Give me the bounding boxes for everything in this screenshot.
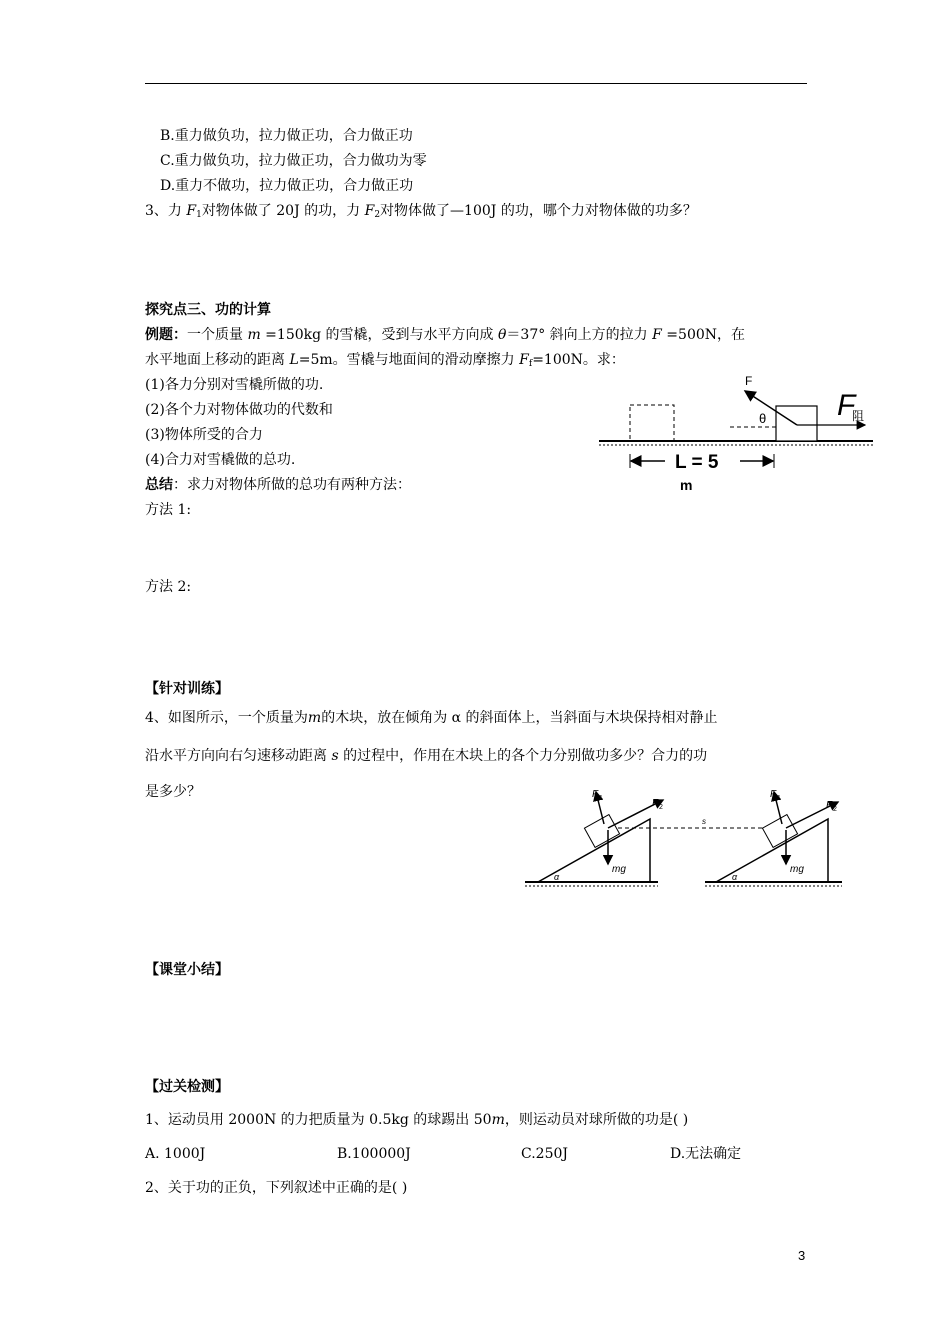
- option-b: B.重力做负功，拉力做正功，合力做正功: [160, 128, 413, 144]
- left-alpha-label: α: [554, 872, 560, 882]
- option-c: C.重力做负功，拉力做正功，合力做功为零: [160, 153, 427, 169]
- section-title: 探究点三、功的计算: [145, 302, 271, 318]
- right-f1-subscript: 1: [777, 795, 781, 802]
- right-mg-label: mg: [790, 864, 804, 875]
- sled-box: [776, 406, 817, 441]
- test-title: 【过关检测】: [145, 1079, 229, 1095]
- subquestion-3: (3)物体所受的合力: [145, 427, 263, 443]
- force-f-label: F: [745, 374, 753, 388]
- left-f2-label: F: [652, 798, 659, 809]
- subquestion-4: (4)合力对雪橇做的总功.: [145, 452, 296, 468]
- friction-f-label: F: [837, 389, 856, 422]
- test-option-a: A. 1000J: [145, 1146, 206, 1162]
- right-f2-label: F: [826, 800, 833, 811]
- friction-f-subscript: 阻: [852, 409, 865, 423]
- sled-diagram: [595, 368, 880, 498]
- example-line-1: 例题：一个质量 m =150kg 的雪橇，受到与水平方向成 θ＝37° 斜向上方的拉力 F =500N，在: [145, 327, 746, 343]
- test-option-c: C.250J: [521, 1146, 568, 1162]
- test-option-d: D.无法确定: [670, 1146, 742, 1162]
- initial-position-box: [630, 405, 674, 441]
- subquestion-2: (2)各个力对物体做功的代数和: [145, 402, 333, 418]
- left-f1-label: F: [592, 789, 599, 800]
- test-question-2: 2、关于功的正负，下列叙述中正确的是( ): [145, 1180, 408, 1196]
- left-mg-label: mg: [612, 864, 626, 875]
- subquestion-1: (1)各力分别对雪橇所做的功.: [145, 377, 324, 393]
- left-f1-subscript: 1: [599, 795, 603, 802]
- right-f2-subscript: 2: [833, 806, 837, 813]
- right-block: [762, 815, 797, 848]
- displacement-label: s: [702, 817, 706, 826]
- angle-theta-label: θ: [759, 411, 767, 426]
- method-1: 方法 1:: [145, 502, 192, 518]
- question-3: 3、力 $F_1$对物体做了 20J 的功，力 $F_2$对物体做了—100J 的功，哪个力对物体做的功多？: [145, 203, 697, 220]
- right-alpha-label: α: [732, 872, 738, 882]
- right-f1-label: F: [770, 789, 777, 800]
- incline-diagram: [520, 782, 850, 892]
- distance-unit: m: [680, 477, 693, 493]
- method-2: 方法 2:: [145, 579, 192, 595]
- option-d: D.重力不做功，拉力做正功，合力做正功: [160, 178, 414, 194]
- class-summary-title: 【课堂小结】: [145, 962, 229, 978]
- question-4-line-3: 是多少？: [145, 784, 201, 800]
- training-title: 【针对训练】: [145, 681, 229, 697]
- summary-line: 总结：求力对物体所做的总功有两种方法：: [145, 477, 411, 493]
- left-block: [584, 815, 619, 848]
- header-rule: [145, 83, 807, 84]
- example-line-2: 水平地面上移动的距离 L=5m。雪橇与地面间的滑动摩擦力 $F_f=100N$。求：: [145, 352, 625, 369]
- question-4-line-2: 沿水平方向向右匀速移动距离 s 的过程中，作用在木块上的各个力分别做功多少？合力的功: [145, 748, 708, 764]
- question-4-line-1: 4、如图所示，一个质量为m的木块，放在倾角为 α 的斜面体上，当斜面与木块保持相对静止: [145, 710, 718, 726]
- left-f2-subscript: 2: [659, 804, 663, 811]
- test-question-1: 1、运动员用 2000N 的力把质量为 0.5kg 的球踢出 50m，则运动员对球所做的功是( ): [145, 1112, 689, 1128]
- test-option-b: B.100000J: [337, 1146, 411, 1162]
- page-number: 3: [798, 1248, 806, 1263]
- distance-label: L = 5: [675, 452, 719, 473]
